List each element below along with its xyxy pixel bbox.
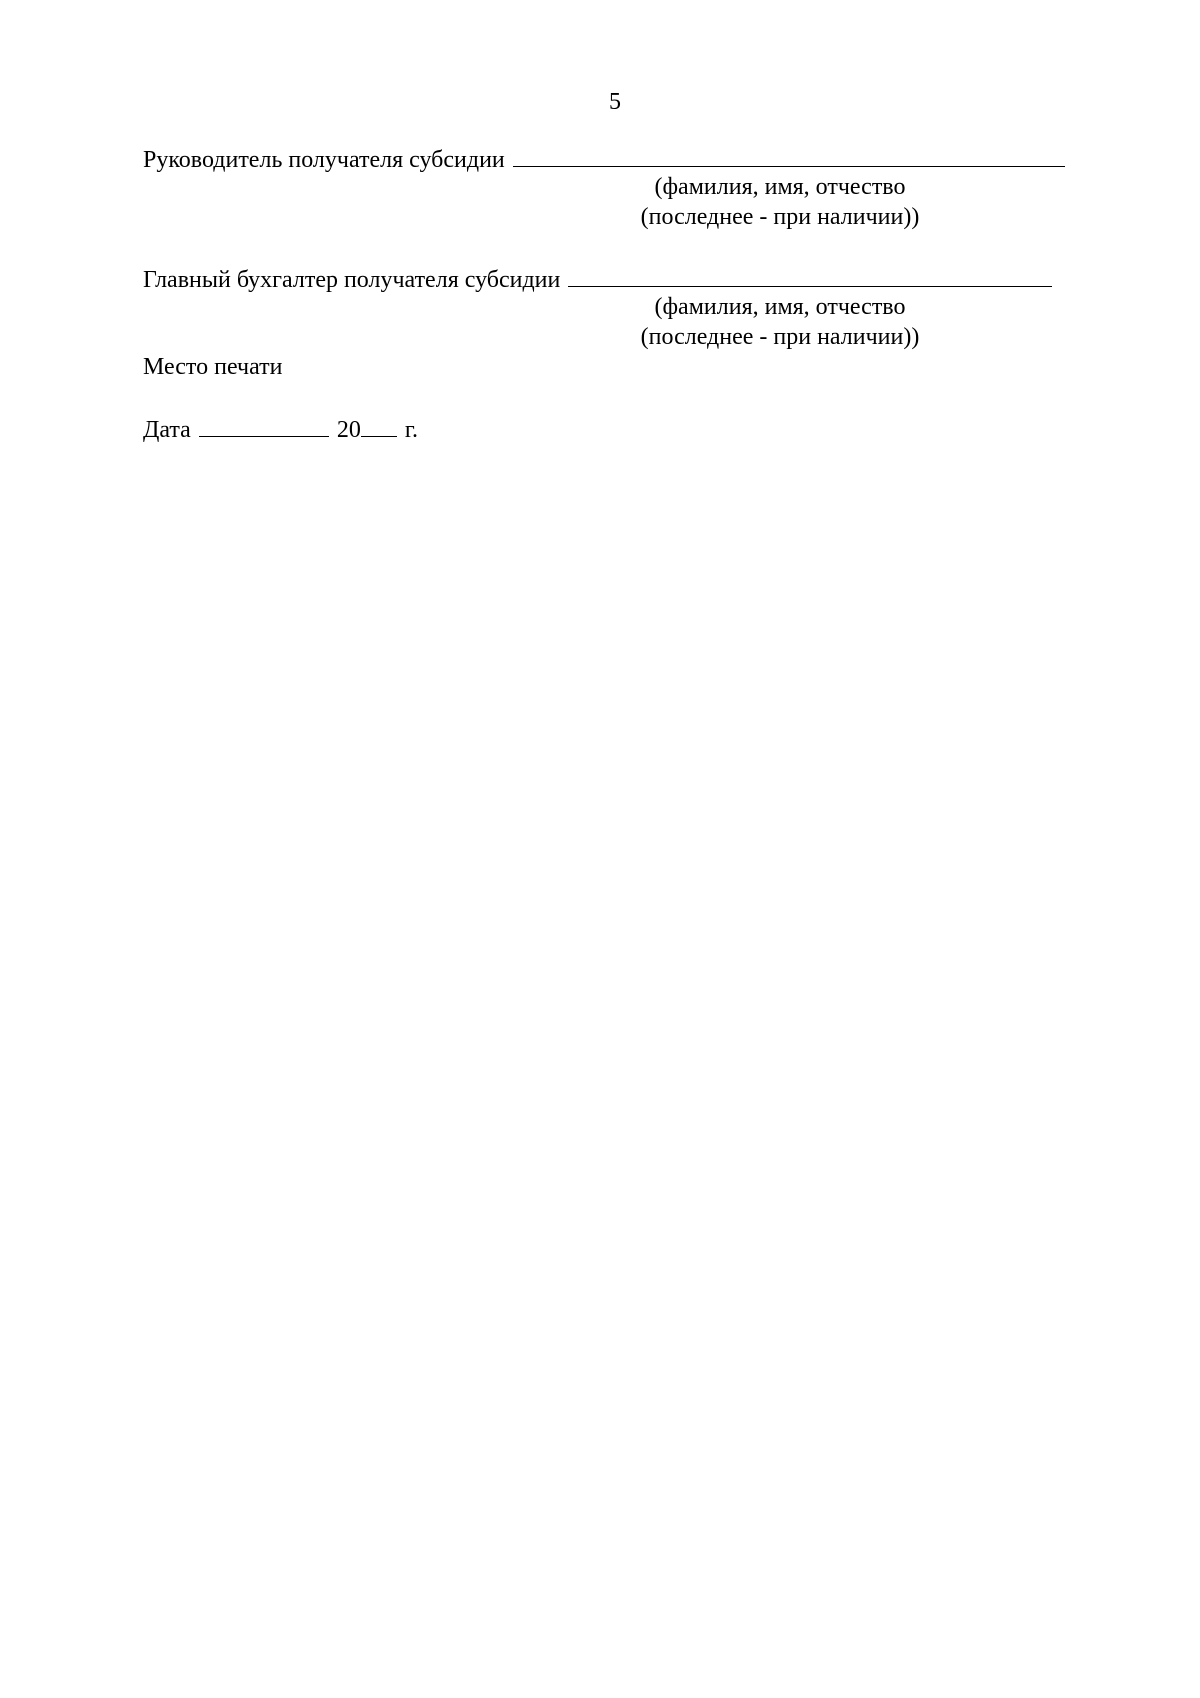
director-hint-line2: (последнее - при наличии))	[640, 204, 920, 230]
chief-accountant-signature-blank[interactable]	[568, 264, 1052, 287]
director-signature-blank[interactable]	[513, 144, 1065, 167]
chief-accountant-signature-line	[143, 264, 1052, 294]
stamp-place-label: Место печати	[143, 354, 283, 380]
chief-accountant-hint-line2: (последнее - при наличии))	[640, 324, 920, 350]
director-signature-line	[143, 144, 1065, 174]
page-number: 5	[609, 89, 621, 115]
director-label: Руководитель получателя субсидии	[143, 147, 505, 173]
date-line	[143, 414, 418, 444]
date-year-prefix: 20	[336, 417, 361, 443]
date-year-blank[interactable]	[361, 414, 397, 437]
date-day-month-blank[interactable]	[199, 414, 329, 437]
chief-accountant-label: Главный бухгалтер получателя субсидии	[143, 267, 561, 293]
chief-accountant-hint-line1: (фамилия, имя, отчество	[654, 294, 906, 320]
date-year-suffix: г.	[404, 417, 418, 443]
date-label: Дата	[143, 417, 191, 443]
director-hint-line1: (фамилия, имя, отчество	[654, 174, 906, 200]
